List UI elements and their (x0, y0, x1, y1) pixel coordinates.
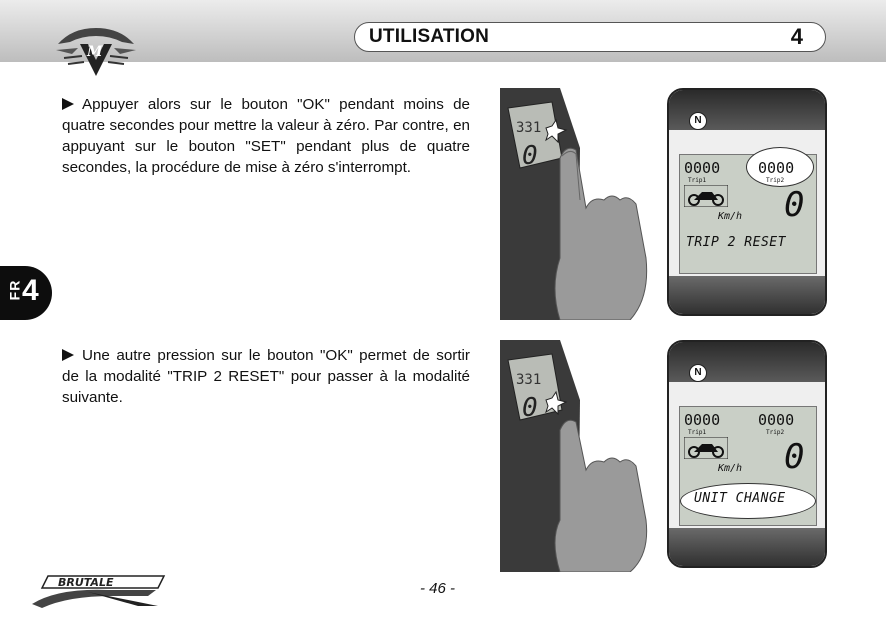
page-number: - 46 - (420, 580, 456, 597)
speed-unit: Km/h (718, 463, 743, 474)
trip1-label: Trip1 (688, 177, 707, 184)
motorcycle-icon (684, 437, 728, 459)
header-title-pill (354, 22, 826, 52)
trip2-value: 0000 (758, 411, 795, 429)
photo-speed-digit: 0 (522, 141, 538, 171)
paragraph-1-text: Appuyer alors sur le bouton "OK" pendant moins de quatre secondes pour mettre la valeur à zéro. Par contre, en appuyant sur le bouton "SET" pendant plus de quatre secondes, la procédure de mise à zéro s'interrompt. (62, 96, 470, 176)
neutral-indicator: N (689, 364, 707, 382)
lcd-message: UNIT CHANGE (694, 491, 786, 506)
chapter-number: 4 (790, 24, 803, 49)
lcd-screen (679, 154, 817, 274)
speed-unit: Km/h (718, 211, 743, 222)
trip1-value: 0000 (684, 411, 721, 429)
instruction-paragraph-2 (62, 345, 470, 408)
instruction-paragraph-1 (62, 94, 470, 178)
side-chapter-tab (0, 266, 52, 320)
dashboard-panel-1 (667, 88, 827, 316)
speed-value: 0 (784, 437, 805, 477)
trip2-label: Trip2 (766, 177, 785, 184)
dashboard-bottom-bezel (669, 276, 827, 316)
motorcycle-icon (684, 185, 728, 207)
neutral-indicator: N (689, 112, 707, 130)
brutale-r-logo (28, 574, 166, 608)
page-title: UTILISATION (369, 26, 490, 47)
photo-odometer: 331 (516, 372, 542, 388)
trip2-value: 0000 (758, 159, 795, 177)
hand-pressing-button-illustration (500, 340, 663, 572)
arrow-bullet-icon (62, 98, 74, 110)
paragraph-2-text: Une autre pression sur le bouton "OK" permet de sortir de la modalité "TRIP 2 RESET" pour passer à la modalité suivante. (62, 347, 470, 406)
side-tab-number: 4 (22, 274, 39, 307)
arrow-bullet-icon (62, 349, 74, 361)
trip1-label: Trip1 (688, 429, 707, 436)
dashboard-panel-2 (667, 340, 827, 568)
dashboard-bottom-bezel (669, 528, 827, 568)
lcd-message: TRIP 2 RESET (686, 235, 786, 250)
mv-agusta-logo (52, 14, 140, 84)
lcd-screen (679, 406, 817, 526)
dashboard-photo-1 (500, 88, 663, 320)
trip1-value: 0000 (684, 159, 721, 177)
photo-speed-digit: 0 (522, 393, 538, 423)
header-bar (0, 0, 886, 62)
hand-pressing-button-illustration (500, 88, 663, 320)
side-tab-language: FR (6, 279, 23, 301)
svg-text:BRUTALE: BRUTALE (58, 576, 114, 589)
svg-text:M: M (87, 44, 103, 60)
trip2-label: Trip2 (766, 429, 785, 436)
photo-odometer: 331 (516, 120, 542, 136)
speed-value: 0 (784, 185, 805, 225)
dashboard-photo-2 (500, 340, 663, 572)
